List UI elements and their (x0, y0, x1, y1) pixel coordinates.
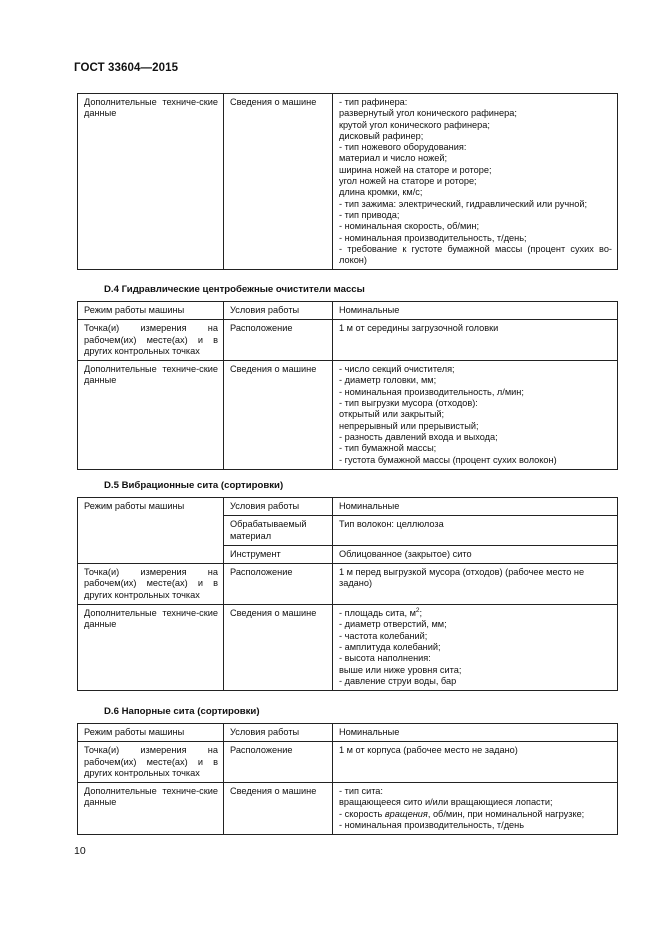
list-item (339, 809, 612, 820)
table-refiner-continued (77, 93, 618, 270)
list-item: развернутый угол конического рафинера; (339, 108, 517, 119)
cell-operating-conditions: Условия работы (224, 498, 333, 516)
table-row (78, 94, 618, 270)
list-item: - номинальная производительность, л/мин; (339, 386, 524, 397)
table-row (78, 498, 618, 516)
table-row (78, 320, 618, 361)
table-row (78, 564, 618, 605)
cell-measurement-points: Точка(и) измерения на рабочем(их) месте(ах) и в других контрольных точках (78, 564, 224, 605)
cell-operating-conditions: Условия работы (224, 302, 333, 320)
table-row (78, 605, 618, 691)
list-item: - разность давлений входа и выхода; (339, 431, 498, 442)
list-item: ширина ножей на статоре и роторе; (339, 164, 492, 175)
cell-operating-mode: Режим работы машины (78, 498, 224, 564)
cell-location: Расположение (224, 320, 333, 361)
cell-measurement-points: Точка(и) измерения на рабочем(их) месте(ах) и в других контрольных точках (78, 320, 224, 361)
list-item: - высота наполнения: (339, 653, 431, 664)
cell-nominal: Номинальные (333, 724, 618, 742)
cell-machine-info: Сведения о машине (224, 605, 333, 691)
table-d5 (77, 497, 618, 691)
cell-additional-tech: Дополнительные техниче-ские данные (78, 94, 224, 270)
cell-location: Расположение (224, 742, 333, 783)
cell-operating-mode: Режим работы машины (78, 724, 224, 742)
cell-machine-info: Сведения о машине (224, 783, 333, 835)
cell-instrument: Инструмент (224, 545, 333, 563)
list-item: - давление струи воды, бар (339, 675, 457, 686)
cell-nominal: Номинальные (333, 302, 618, 320)
list-item: - тип привода; (339, 209, 400, 220)
list-item: открытый или закрытый; (339, 409, 445, 420)
area-label: - площадь сита, м (339, 608, 416, 619)
cell-machine-info: Сведения о машине (224, 94, 333, 270)
area-tail: ; (419, 608, 423, 619)
table-row (78, 783, 618, 835)
cell-nominal: Номинальные (333, 498, 618, 516)
section-title-d6: D.6 Напорные сита (сортировки) (104, 706, 260, 717)
cell-operating-conditions: Условия работы (224, 724, 333, 742)
cell-additional-tech: Дополнительные техниче-ские данные (78, 361, 224, 470)
cell-cleaner-details (333, 361, 618, 470)
cell-screen-details (333, 605, 618, 691)
list-item: - номинальная производительность, т/день (339, 820, 525, 831)
list-item: непрерывный или прерывистый; (339, 420, 479, 431)
cell-additional-tech: Дополнительные техниче-ские данные (78, 605, 224, 691)
list-item: - тип зажима: электрический, гидравлический или ручной; (339, 198, 588, 209)
list-item: - номинальная производительность, т/день; (339, 232, 527, 243)
list-item: - тип ножевого оборудования: (339, 142, 467, 153)
list-item: крутой угол конического рафинера; (339, 119, 490, 130)
list-item: - густота бумажной массы (процент сухих волокон) (339, 454, 557, 465)
list-item: - тип выгрузки мусора (отходов): (339, 398, 478, 409)
list-item: выше или ниже уровня сита; (339, 664, 462, 675)
page-header: ГОСТ 33604—2015 (74, 62, 179, 74)
list-item (339, 608, 612, 619)
cell-location-value: 1 м перед выгрузкой мусора (отходов) (рабочее место не задано) (333, 564, 618, 605)
table-row (78, 724, 618, 742)
list-item: - номинальная скорость, об/мин; (339, 221, 480, 232)
table-row (78, 302, 618, 320)
cell-location-value: 1 м от середины загрузочной головки (333, 320, 618, 361)
list-item: материал и число ножей; (339, 153, 448, 164)
table-d4 (77, 301, 618, 470)
list-item: - диаметр головки, мм; (339, 375, 437, 386)
table-row (78, 361, 618, 470)
cell-operating-mode: Режим работы машины (78, 302, 224, 320)
section-title-d4: D.4 Гидравлические центробежные очистители массы (104, 284, 365, 295)
cell-refiner-details (333, 94, 618, 270)
speed-italic: вращения (384, 808, 428, 819)
list-item: вращающееся сито и/или вращающиеся лопасти; (339, 797, 553, 808)
list-item: - амплитуда колебаний; (339, 641, 441, 652)
list-item: - тип рафинера: (339, 97, 408, 107)
list-item: дисковый рафинер; (339, 130, 424, 141)
cell-instrument-value: Облицованное (закрытое) сито (333, 545, 618, 563)
list-item: - тип сита: (339, 786, 383, 797)
list-item: - тип бумажной массы; (339, 443, 437, 454)
list-item: - требование к густоте бумажной массы (процент сухих во-локон) (339, 243, 612, 266)
speed-suffix: , об/мин, при номинальной нагрузке; (427, 808, 585, 819)
list-item: длина кромки, км/с; (339, 187, 423, 198)
cell-location-value: 1 м от корпуса (рабочее место не задано) (333, 742, 618, 783)
cell-machine-info: Сведения о машине (224, 361, 333, 470)
cell-fiber-type: Тип волокон: целлюлоза (333, 516, 618, 546)
area-superscript: 2 (415, 607, 420, 615)
cell-processed-material: Обрабатываемый материал (224, 516, 333, 546)
speed-prefix: - скорость (339, 808, 385, 819)
cell-location: Расположение (224, 564, 333, 605)
list-item: - диаметр отверстий, мм; (339, 619, 447, 630)
table-row (78, 742, 618, 783)
table-d6 (77, 723, 618, 835)
section-title-d5: D.5 Вибрационные сита (сортировки) (104, 480, 284, 491)
cell-measurement-points: Точка(и) измерения на рабочем(их) месте(ах) и в других контрольных точках (78, 742, 224, 783)
list-item: - число секций очистителя; (339, 364, 455, 375)
cell-pressure-screen-details (333, 783, 618, 835)
cell-additional-tech: Дополнительные техниче-ские данные (78, 783, 224, 835)
list-item: - частота колебаний; (339, 630, 428, 641)
page-number: 10 (74, 845, 86, 857)
list-item: угол ножей на статоре и роторе; (339, 176, 477, 187)
